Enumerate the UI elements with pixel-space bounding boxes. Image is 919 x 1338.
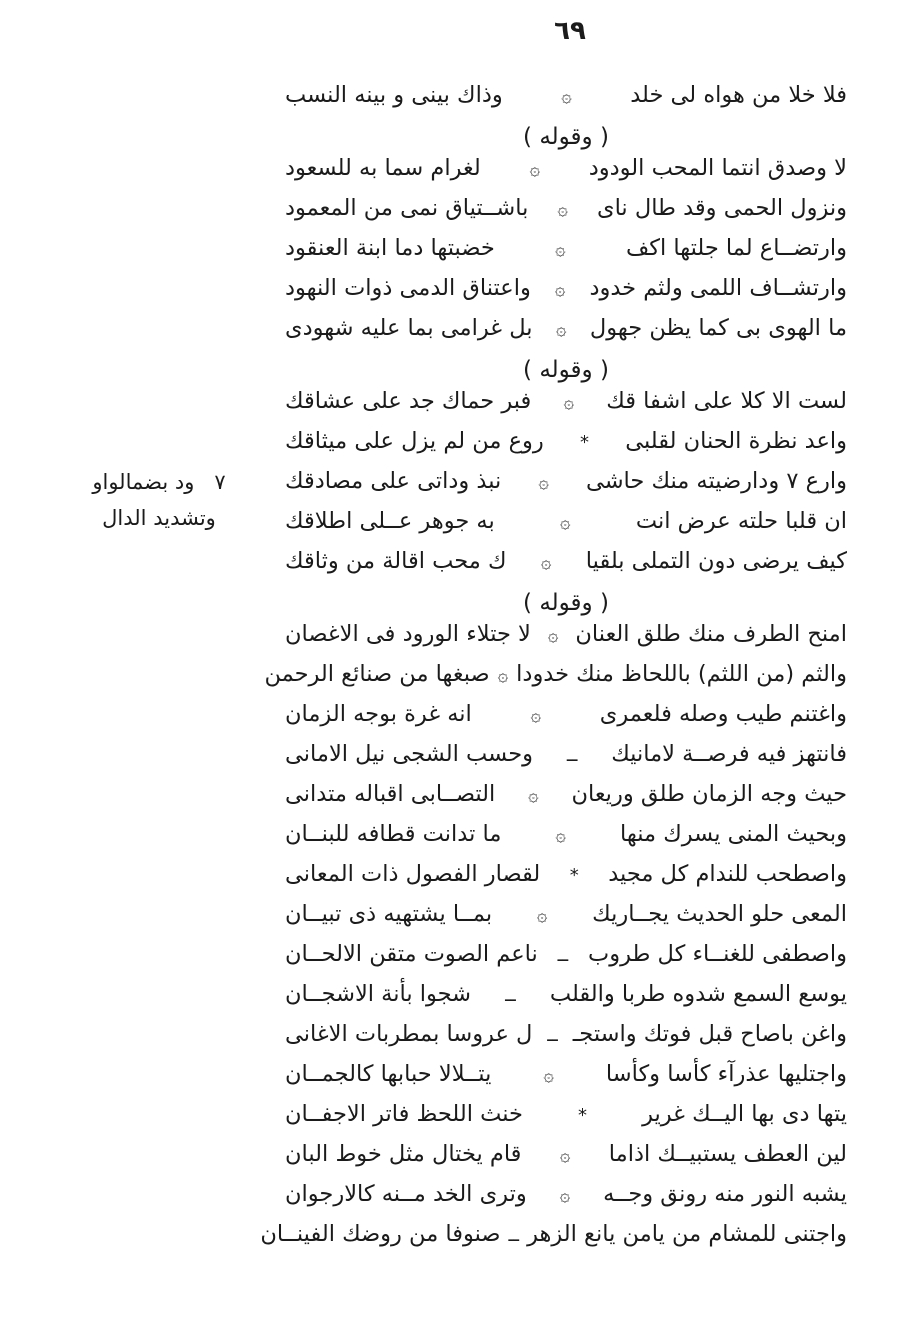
verse-separator: ــ [505, 985, 516, 1006]
verse-line [285, 821, 847, 861]
verse-line [285, 621, 847, 661]
verse-hemistich-1: لست الا كلا على اشفا قك [606, 388, 847, 414]
verse-hemistich-1: واعد نظرة الحنان لقلبى [625, 428, 847, 454]
verse-hemistich-1: واصطحب للندام كل مجيد [608, 861, 847, 887]
verse-separator: ۞ [557, 199, 568, 220]
verse-hemistich-2: خضبتها دما ابنة العنقود [285, 235, 495, 261]
verse-hemistich-2: لغرام سما به للسعود [285, 155, 481, 181]
verse-hemistich-1: يشبه النور منه رونق وجــه [603, 1181, 847, 1207]
verse-line [285, 861, 847, 901]
verse-separator: ۞ [547, 625, 559, 646]
verse-hemistich-1: وبحيث المنى يسرك منها [619, 821, 847, 847]
verse-separator: ۞ [560, 512, 571, 533]
verse-separator: ۞ [561, 86, 572, 107]
verse-hemistich-2: روع من لم يزل على ميثاقك [285, 428, 544, 454]
verse-separator: * [569, 865, 579, 886]
page-number: ٦٩ [554, 16, 586, 46]
verse-hemistich-1: وارع ٧ ودارضيته منك حاشى [585, 468, 847, 494]
verse-line [285, 701, 847, 741]
verse-separator: ۞ [538, 472, 549, 493]
verse-hemistich-2: باشــتياق نمى من المعمود [285, 195, 529, 221]
verse-hemistich-2: وذاك بينى و بينه النسب [285, 82, 503, 108]
margin-note [44, 464, 274, 536]
verse-hemistich-1: لا وصدق انتما المحب الودود [588, 155, 847, 181]
verse-separator: ۞ [559, 1185, 571, 1206]
verse-line [285, 1141, 847, 1181]
verse-line [285, 235, 847, 275]
verse-line [264, 661, 847, 701]
verse-hemistich-2: واعتناق الدمى ذوات النهود [285, 275, 531, 301]
verse-hemistich-1: ان قلبا حلته عرض انت [635, 508, 847, 534]
verse-line [285, 741, 847, 781]
verse-hemistich-1: واغتنم طيب وصله فلعمرى [599, 701, 847, 727]
verse-hemistich-1: حيث وجه الزمان طلق وريعان [571, 781, 847, 807]
verse-hemistich-2: ما تدانت قطافه للبنــان [285, 821, 502, 847]
verse-hemistich-1: المعى حلو الحديث يجــاريك [592, 901, 847, 927]
verse-separator: ۞ [555, 825, 566, 846]
verse-hemistich-1: واصطفى للغنــاء كل طروب [588, 941, 847, 967]
verse-hemistich-1: ونزول الحمى وقد طال ناى [596, 195, 847, 221]
verse-hemistich-2: يتــلالا حبابها كالجمــان [285, 1061, 492, 1087]
verse-hemistich-1: فلا خلا من هواه لى خلد [630, 82, 847, 108]
verse-separator: * [578, 1105, 588, 1126]
verse-separator: ۞ [536, 905, 548, 926]
verse-hemistich-1: وارتضــاع لما جلتها اكف [625, 235, 847, 261]
verse-hemistich-2: وترى الخد مــنه كالارجوان [285, 1181, 527, 1207]
verse-separator: ۞ [497, 665, 509, 686]
verse-hemistich-1: لين العطف يستبيــك اذاما [608, 1141, 847, 1167]
verse-hemistich-2: ك محب اقالة من وثاقك [285, 548, 507, 574]
verse-line [285, 508, 847, 548]
verse-hemistich-2: صنوفا من روضك الفينــان [260, 1221, 501, 1247]
verse-separator: ــ [566, 745, 578, 766]
verse-line [285, 1181, 847, 1221]
verse-separator: ــ [508, 1225, 520, 1246]
verse-hemistich-2: لقصار الفصول ذات المعانى [285, 861, 541, 887]
verse-separator: ۞ [540, 552, 552, 573]
verse-hemistich-2: ل عروسا بمطربات الاغانى [285, 1021, 533, 1047]
verse-separator: ۞ [529, 159, 541, 180]
verse-hemistich-1: واغن باصاح قبل فوتك واستجـ [572, 1021, 847, 1047]
verse-separator: ــ [557, 945, 569, 966]
verse-hemistich-2: لا جتلاء الورود فى الاغصان [285, 621, 531, 647]
poem-section-heading: ( وقوله ) [523, 590, 609, 616]
verse-hemistich-1: يتها دى بها اليــك غرير [642, 1101, 847, 1127]
verse-line [285, 468, 847, 508]
verse-line [285, 1101, 847, 1141]
verse-hemistich-1: كيف يرضى دون التملى بلقيا [585, 548, 847, 574]
verse-hemistich-1: يوسع السمع شدوه طربا والقلب [549, 981, 847, 1007]
margin-note-line-1: ٧ ود بضمالواو [92, 470, 226, 494]
verse-separator: ۞ [555, 239, 566, 260]
verse-hemistich-2: به جوهر عــلى اطلاقك [285, 508, 495, 534]
verse-line [285, 1021, 847, 1061]
verse-line [285, 1061, 847, 1101]
verse-line [285, 548, 847, 588]
verse-separator: ۞ [543, 1065, 554, 1086]
verse-line [285, 275, 847, 315]
verse-hemistich-2: فبر حماك جد على عشاقك [285, 388, 532, 414]
verse-separator: ۞ [530, 705, 542, 726]
verse-line [285, 901, 847, 941]
verse-hemistich-2: بمــا يشتهيه ذى تبيــان [285, 901, 493, 927]
poem-text-block [260, 82, 847, 1261]
verse-hemistich-1: واجتنى للمشام من يامن يانع الزهر [527, 1221, 847, 1247]
verse-line [260, 1221, 847, 1261]
verse-line [285, 82, 847, 122]
verse-separator: ۞ [559, 1145, 571, 1166]
verse-hemistich-2: انه غرة بوجه الزمان [285, 701, 472, 727]
verse-separator: ۞ [563, 392, 575, 413]
verse-hemistich-2: شجوا بأنة الاشجــان [285, 981, 472, 1007]
verse-line [285, 941, 847, 981]
verse-hemistich-1: فانتهز فيه فرصــة لامانيك [611, 741, 847, 767]
verse-separator: ۞ [554, 279, 566, 300]
verse-hemistich-2: وحسب الشجى نيل الامانى [285, 741, 533, 767]
verse-line [285, 781, 847, 821]
verse-separator: * [580, 432, 590, 453]
verse-line [285, 155, 847, 195]
verse-hemistich-1: واجتليها عذرآء كأسا وكأسا [605, 1061, 847, 1087]
poem-section-heading: ( وقوله ) [523, 357, 609, 383]
verse-hemistich-2: نبذ وداتى على مصادقك [285, 468, 502, 494]
verse-hemistich-2: التصــابى اقباله متدانى [285, 781, 496, 807]
verse-hemistich-2: قام يختال مثل خوط البان [285, 1141, 522, 1167]
verse-line [285, 195, 847, 235]
verse-hemistich-1: وارتشــاف اللمى ولثم خدود [589, 275, 847, 301]
verse-line [285, 388, 847, 428]
verse-hemistich-2: بل غرامى بما عليه شهودى [285, 315, 533, 341]
verse-line [285, 315, 847, 355]
verse-hemistich-2: صبغها من صنائع الرحمن [264, 661, 490, 687]
verse-separator: ۞ [528, 785, 539, 806]
margin-note-line-2: وتشديد الدال [102, 506, 216, 530]
verse-line [285, 428, 847, 468]
poem-section-heading: ( وقوله ) [523, 124, 609, 150]
verse-hemistich-2: خنث اللحظ فاتر الاجفــان [285, 1101, 523, 1127]
verse-hemistich-1: امنح الطرف منك طلق العنان [575, 621, 847, 647]
verse-separator: ۞ [555, 319, 567, 340]
verse-hemistich-1: والثم (من اللثم) باللحاظ منك خدودا [516, 661, 847, 687]
verse-hemistich-2: ناعم الصوت متقن الالحــان [285, 941, 538, 967]
verse-hemistich-1: ما الهوى بى كما يظن جهول [589, 315, 847, 341]
verse-separator: ــ [547, 1025, 558, 1046]
verse-line [285, 981, 847, 1021]
